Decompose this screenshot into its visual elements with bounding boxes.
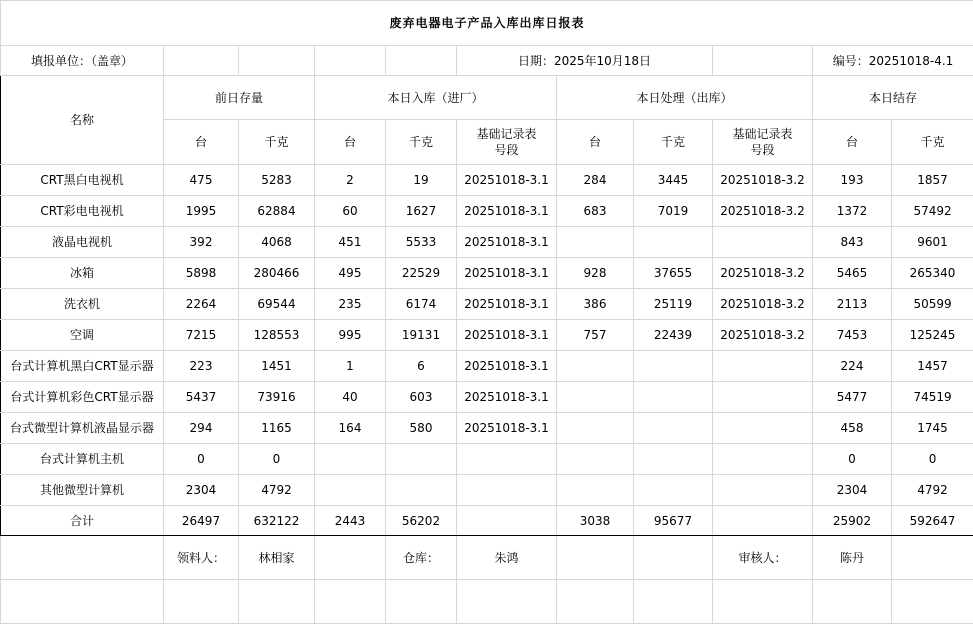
row-out-tai: 284 — [557, 165, 634, 196]
total-out-record — [713, 506, 813, 536]
row-out-kg — [634, 382, 713, 413]
row-name: 其他微型计算机 — [1, 475, 164, 506]
row-out-record — [713, 227, 813, 258]
header-in-tai: 台 — [315, 120, 386, 165]
row-in-tai: 451 — [315, 227, 386, 258]
row-prev-kg: 69544 — [239, 289, 315, 320]
total-prev-kg: 632122 — [239, 506, 315, 536]
row-in-tai — [315, 475, 386, 506]
row-prev-tai: 392 — [164, 227, 239, 258]
header-today-in: 本日入库（进厂） — [315, 76, 557, 120]
row-in-record — [457, 444, 557, 475]
blank-cell — [813, 580, 892, 624]
table-row — [1, 475, 973, 506]
header-out-kg: 千克 — [634, 120, 713, 165]
row-in-kg: 6 — [386, 351, 457, 382]
row-in-record: 20251018-3.1 — [457, 289, 557, 320]
report-date: 日期：2025年10月18日 — [457, 46, 713, 76]
blank-cell — [239, 580, 315, 624]
total-prev-tai: 26497 — [164, 506, 239, 536]
blank-cell — [164, 46, 239, 76]
row-out-record — [713, 444, 813, 475]
row-in-record: 20251018-3.1 — [457, 382, 557, 413]
table-row — [1, 320, 973, 351]
blank-cell — [386, 46, 457, 76]
reviewer-name: 陈丹 — [813, 536, 892, 580]
row-out-record — [713, 351, 813, 382]
row-bal-tai: 7453 — [813, 320, 892, 351]
blank-cell — [386, 580, 457, 624]
row-prev-kg: 1451 — [239, 351, 315, 382]
row-name: 台式微型计算机液晶显示器 — [1, 413, 164, 444]
table-row — [1, 382, 973, 413]
row-out-kg: 22439 — [634, 320, 713, 351]
receiver-label: 领料人： — [164, 536, 239, 580]
row-name: 液晶电视机 — [1, 227, 164, 258]
row-out-kg — [634, 475, 713, 506]
row-out-kg — [634, 351, 713, 382]
total-in-kg: 56202 — [386, 506, 457, 536]
row-bal-tai: 843 — [813, 227, 892, 258]
empty-row — [1, 580, 973, 624]
row-prev-tai: 475 — [164, 165, 239, 196]
table-row — [1, 351, 973, 382]
row-in-kg: 19 — [386, 165, 457, 196]
header-today-balance: 本日结存 — [813, 76, 973, 120]
table-row — [1, 196, 973, 227]
row-in-record: 20251018-3.1 — [457, 351, 557, 382]
total-row — [1, 506, 973, 536]
row-out-tai — [557, 475, 634, 506]
fill-unit-label: 填报单位：（盖章） — [1, 46, 164, 76]
blank-cell — [634, 536, 713, 580]
row-out-record: 20251018-3.2 — [713, 165, 813, 196]
header-out-record-line2: 号段 — [750, 143, 775, 157]
row-bal-tai: 0 — [813, 444, 892, 475]
row-out-kg — [634, 413, 713, 444]
row-out-tai: 683 — [557, 196, 634, 227]
blank-cell — [634, 580, 713, 624]
blank-cell — [164, 580, 239, 624]
row-in-record: 20251018-3.1 — [457, 258, 557, 289]
row-out-kg: 7019 — [634, 196, 713, 227]
row-name: 洗衣机 — [1, 289, 164, 320]
row-prev-tai: 2264 — [164, 289, 239, 320]
row-out-tai — [557, 382, 634, 413]
table-row — [1, 227, 973, 258]
row-in-tai: 495 — [315, 258, 386, 289]
row-bal-kg: 1857 — [892, 165, 973, 196]
row-out-record: 20251018-3.2 — [713, 320, 813, 351]
row-in-record: 20251018-3.1 — [457, 320, 557, 351]
row-prev-tai: 223 — [164, 351, 239, 382]
row-bal-kg: 1457 — [892, 351, 973, 382]
warehouse-label: 仓库： — [386, 536, 457, 580]
row-out-kg: 25119 — [634, 289, 713, 320]
header-out-tai: 台 — [557, 120, 634, 165]
row-in-kg: 1627 — [386, 196, 457, 227]
row-out-kg: 3445 — [634, 165, 713, 196]
table-row — [1, 444, 973, 475]
header-out-record — [713, 120, 813, 165]
row-prev-tai: 0 — [164, 444, 239, 475]
table-row — [1, 413, 973, 444]
row-prev-kg: 1165 — [239, 413, 315, 444]
blank-cell — [1, 536, 164, 580]
row-out-tai: 757 — [557, 320, 634, 351]
row-bal-kg: 0 — [892, 444, 973, 475]
row-prev-kg: 4792 — [239, 475, 315, 506]
blank-cell — [557, 580, 634, 624]
row-prev-kg: 0 — [239, 444, 315, 475]
row-out-record: 20251018-3.2 — [713, 258, 813, 289]
row-bal-kg: 4792 — [892, 475, 973, 506]
row-out-tai — [557, 227, 634, 258]
row-prev-tai: 5437 — [164, 382, 239, 413]
blank-cell — [315, 46, 386, 76]
blank-cell — [892, 580, 973, 624]
row-in-tai — [315, 444, 386, 475]
blank-cell — [315, 536, 386, 580]
row-bal-tai: 458 — [813, 413, 892, 444]
row-out-record — [713, 382, 813, 413]
total-out-tai: 3038 — [557, 506, 634, 536]
row-in-record: 20251018-3.1 — [457, 165, 557, 196]
blank-cell — [1, 580, 164, 624]
row-bal-kg: 74519 — [892, 382, 973, 413]
receiver-name: 林相家 — [239, 536, 315, 580]
blank-cell — [713, 46, 813, 76]
row-in-kg: 19131 — [386, 320, 457, 351]
blank-cell — [315, 580, 386, 624]
table-row — [1, 165, 973, 196]
row-bal-tai: 5477 — [813, 382, 892, 413]
row-prev-kg: 128553 — [239, 320, 315, 351]
row-in-record: 20251018-3.1 — [457, 227, 557, 258]
header-prev-stock: 前日存量 — [164, 76, 315, 120]
row-bal-kg: 50599 — [892, 289, 973, 320]
warehouse-name: 朱鸿 — [457, 536, 557, 580]
blank-cell — [239, 46, 315, 76]
row-out-tai — [557, 351, 634, 382]
row-prev-kg: 73916 — [239, 382, 315, 413]
row-in-tai: 995 — [315, 320, 386, 351]
row-out-kg: 37655 — [634, 258, 713, 289]
row-prev-tai: 2304 — [164, 475, 239, 506]
row-in-tai: 40 — [315, 382, 386, 413]
row-in-kg — [386, 475, 457, 506]
row-in-record: 20251018-3.1 — [457, 196, 557, 227]
row-prev-kg: 62884 — [239, 196, 315, 227]
blank-cell — [457, 580, 557, 624]
row-bal-tai: 193 — [813, 165, 892, 196]
row-in-kg: 603 — [386, 382, 457, 413]
row-in-tai: 2 — [315, 165, 386, 196]
row-in-tai: 235 — [315, 289, 386, 320]
header-bal-tai: 台 — [813, 120, 892, 165]
total-in-tai: 2443 — [315, 506, 386, 536]
header-prev-kg: 千克 — [239, 120, 315, 165]
row-name: 台式计算机主机 — [1, 444, 164, 475]
header-prev-tai: 台 — [164, 120, 239, 165]
row-in-kg: 5533 — [386, 227, 457, 258]
total-bal-tai: 25902 — [813, 506, 892, 536]
header-in-record-line1: 基础记录表 — [476, 127, 537, 141]
total-label: 合计 — [1, 506, 164, 536]
row-in-record — [457, 475, 557, 506]
row-prev-kg: 280466 — [239, 258, 315, 289]
row-prev-kg: 4068 — [239, 227, 315, 258]
reviewer-label: 审核人： — [713, 536, 813, 580]
row-bal-tai: 2113 — [813, 289, 892, 320]
row-out-tai — [557, 413, 634, 444]
row-in-tai: 60 — [315, 196, 386, 227]
row-bal-tai: 5465 — [813, 258, 892, 289]
row-out-tai: 928 — [557, 258, 634, 289]
row-in-kg: 580 — [386, 413, 457, 444]
header-today-process: 本日处理（出库） — [557, 76, 813, 120]
row-in-kg: 6174 — [386, 289, 457, 320]
row-name: 冰箱 — [1, 258, 164, 289]
row-in-record: 20251018-3.1 — [457, 413, 557, 444]
row-bal-kg: 1745 — [892, 413, 973, 444]
row-prev-kg: 5283 — [239, 165, 315, 196]
row-out-kg — [634, 227, 713, 258]
row-name: CRT黑白电视机 — [1, 165, 164, 196]
row-bal-kg: 265340 — [892, 258, 973, 289]
row-out-record — [713, 475, 813, 506]
total-bal-kg: 592647 — [892, 506, 973, 536]
row-bal-tai: 224 — [813, 351, 892, 382]
header-in-record — [457, 120, 557, 165]
row-in-kg — [386, 444, 457, 475]
row-name: 空调 — [1, 320, 164, 351]
row-name: 台式计算机黑白CRT显示器 — [1, 351, 164, 382]
row-bal-tai: 1372 — [813, 196, 892, 227]
row-in-tai: 164 — [315, 413, 386, 444]
row-prev-tai: 294 — [164, 413, 239, 444]
blank-cell — [892, 536, 973, 580]
row-out-kg — [634, 444, 713, 475]
row-bal-kg: 125245 — [892, 320, 973, 351]
report-title: 废弃电器电子产品入库出库日报表 — [1, 1, 973, 46]
header-in-record-line2: 号段 — [494, 143, 519, 157]
header-in-kg: 千克 — [386, 120, 457, 165]
row-bal-kg: 9601 — [892, 227, 973, 258]
report-number: 编号：20251018-4.1 — [813, 46, 973, 76]
row-in-tai: 1 — [315, 351, 386, 382]
signature-row — [1, 536, 973, 580]
table-row — [1, 289, 973, 320]
row-name: 台式计算机彩色CRT显示器 — [1, 382, 164, 413]
row-bal-tai: 2304 — [813, 475, 892, 506]
row-prev-tai: 1995 — [164, 196, 239, 227]
header-name: 名称 — [1, 76, 164, 165]
header-bal-kg: 千克 — [892, 120, 973, 165]
row-out-tai: 386 — [557, 289, 634, 320]
blank-cell — [713, 580, 813, 624]
total-out-kg: 95677 — [634, 506, 713, 536]
row-out-record: 20251018-3.2 — [713, 289, 813, 320]
row-in-kg: 22529 — [386, 258, 457, 289]
header-out-record-line1: 基础记录表 — [732, 127, 793, 141]
row-out-tai — [557, 444, 634, 475]
row-prev-tai: 5898 — [164, 258, 239, 289]
row-prev-tai: 7215 — [164, 320, 239, 351]
blank-cell — [557, 536, 634, 580]
row-out-record — [713, 413, 813, 444]
table-row — [1, 258, 973, 289]
row-out-record: 20251018-3.2 — [713, 196, 813, 227]
row-bal-kg: 57492 — [892, 196, 973, 227]
total-in-record — [457, 506, 557, 536]
row-name: CRT彩电电视机 — [1, 196, 164, 227]
